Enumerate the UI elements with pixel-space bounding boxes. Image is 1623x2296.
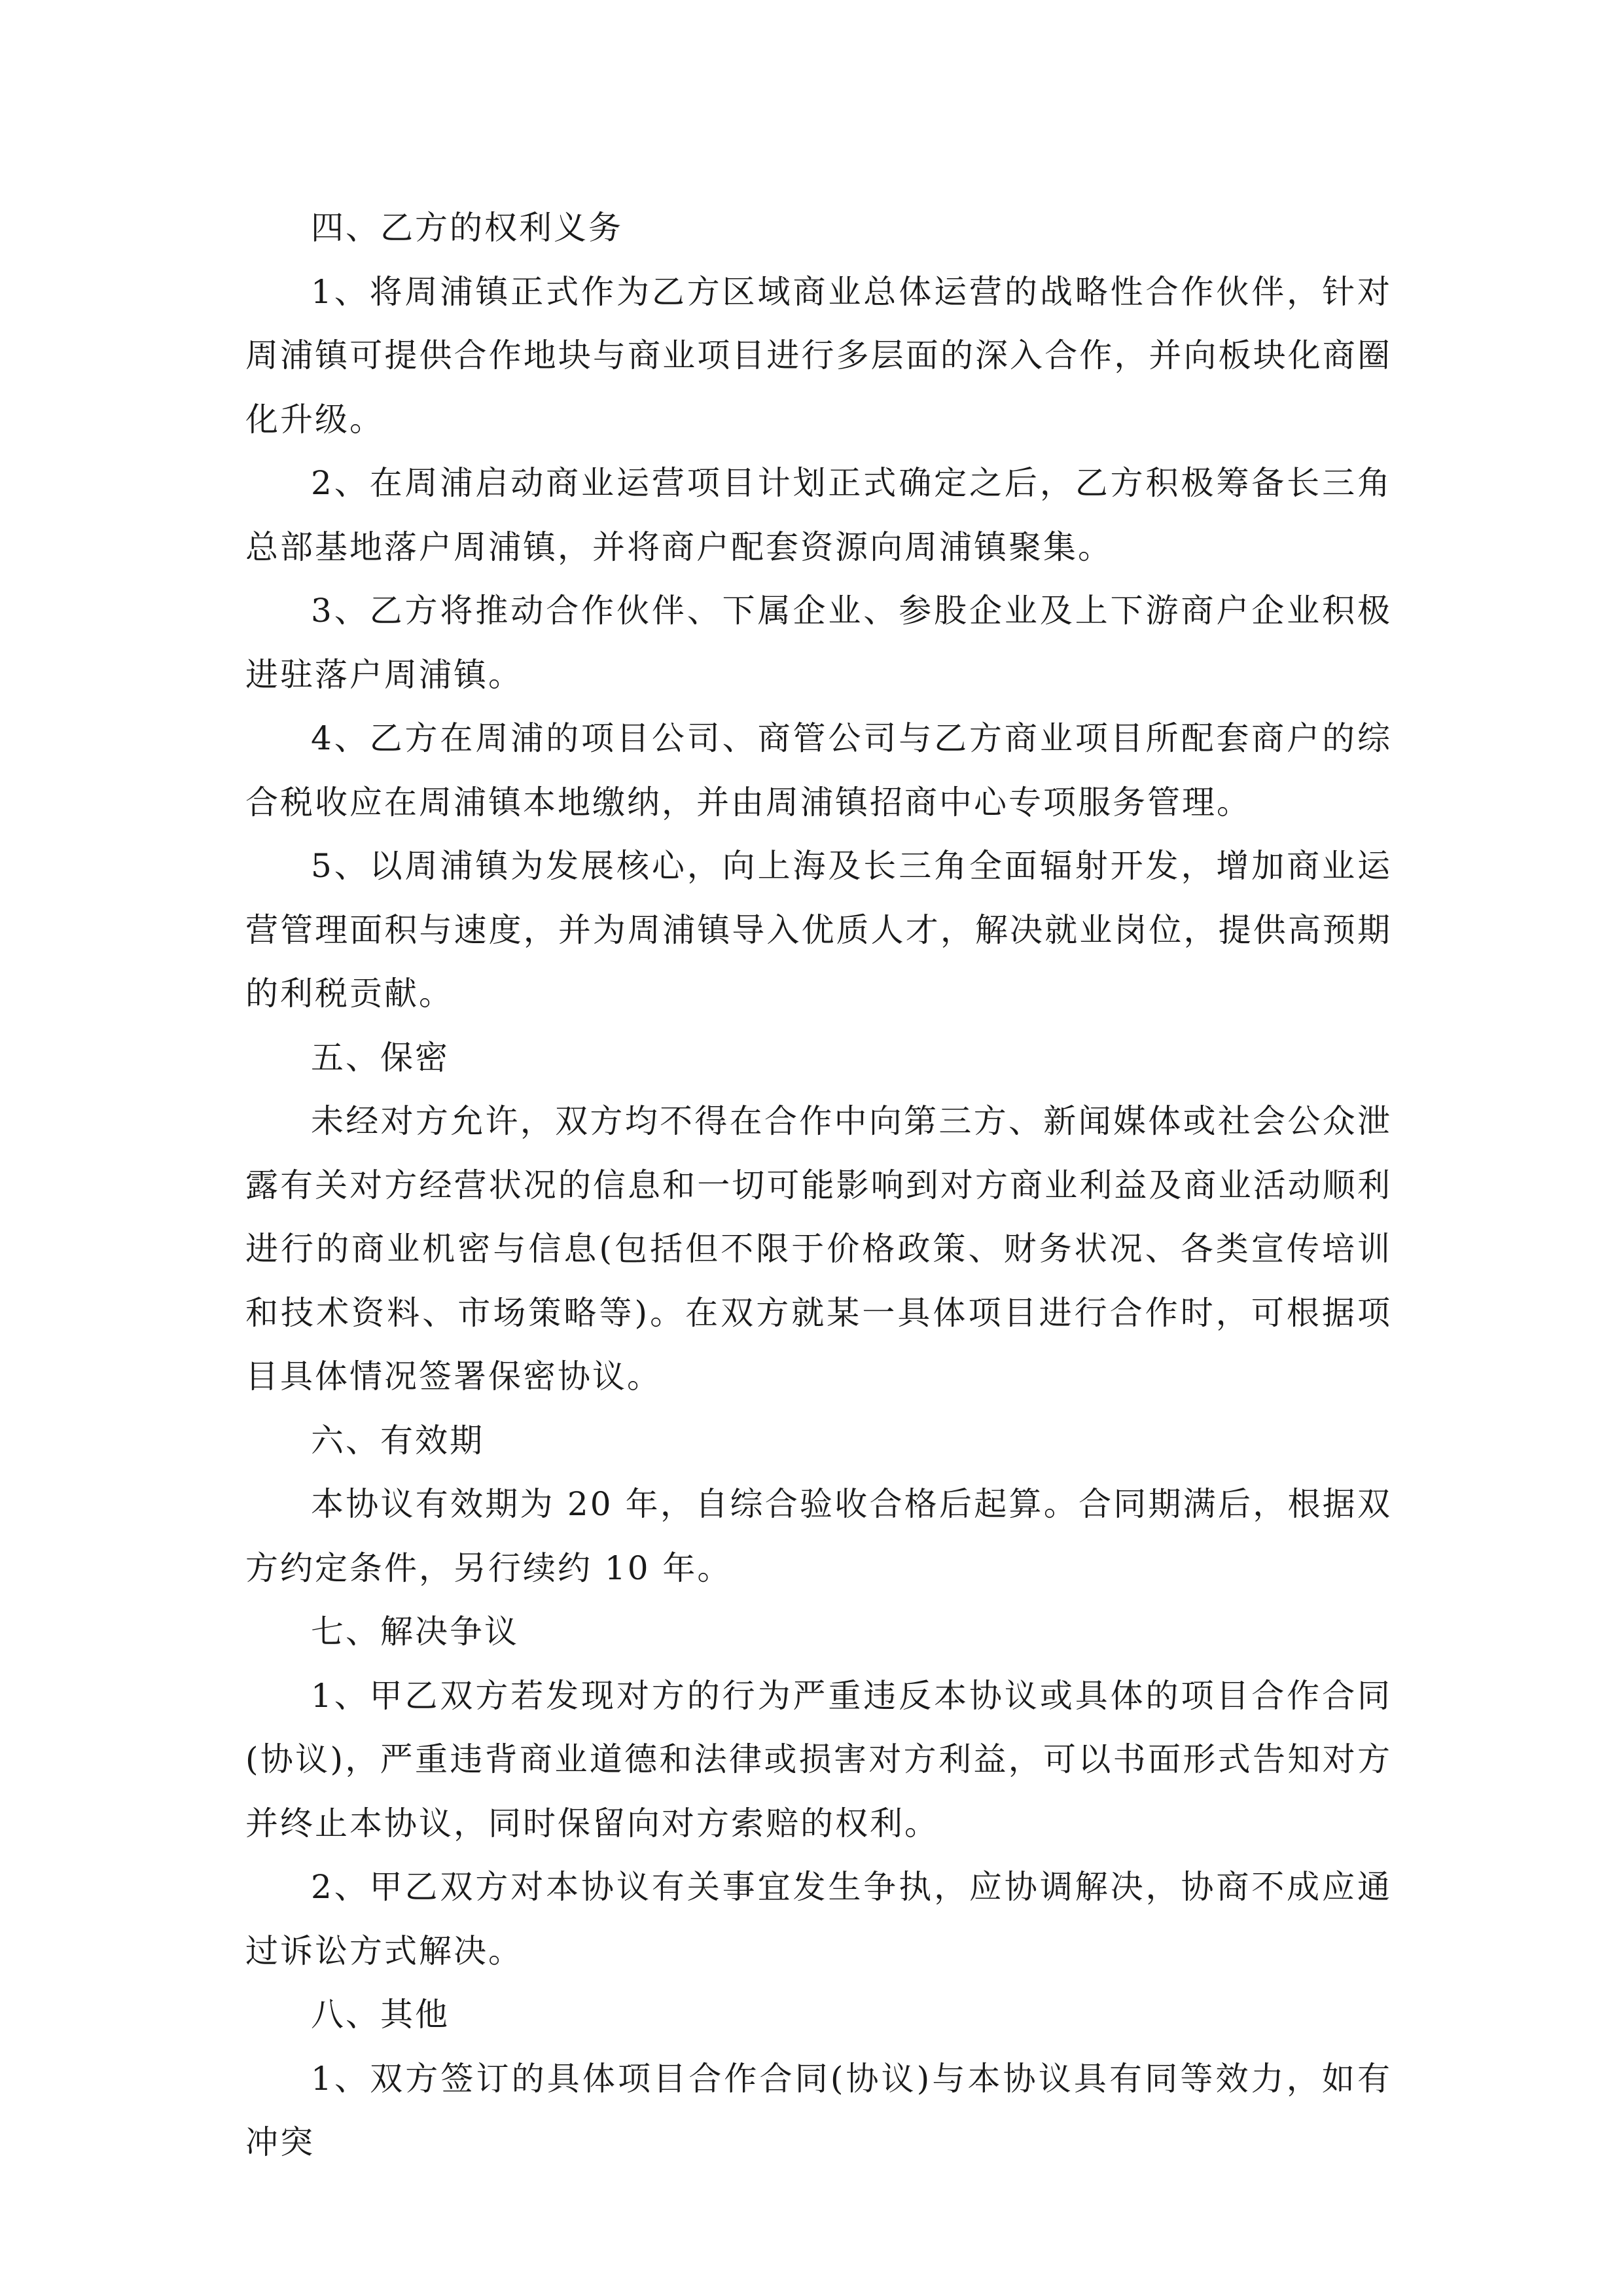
clause-paragraph: 1、双方签订的具体项目合作合同(协议)与本协议具有同等效力，如有冲突: [245, 2059, 1392, 2161]
section-heading-validity: 六、有效期: [311, 1421, 484, 1460]
clause-paragraph: 未经对方允许，双方均不得在合作中向第三方、新闻媒体或社会公众泄露有关对方经营状况的信息和一切可能影响到对方商业利益及商业活动顺利进行的商业机密与信息(包括但不限于价格政策、财务状况、各类宣传培训和技术资料、市场策略等)。在双方就某一具体项目进行合作时，可根据项目具体情况签署保密协议。: [245, 1102, 1392, 1395]
clause-paragraph: 2、在周浦启动商业运营项目计划正式确定之后，乙方积极筹备长三角总部基地落户周浦镇，并将商户配套资源向周浦镇聚集。: [245, 464, 1392, 566]
clause-paragraph: 5、以周浦镇为发展核心，向上海及长三角全面辐射开发，增加商业运营管理面积与速度，并为周浦镇导入优质人才，解决就业岗位，提供高预期的利税贡献。: [245, 847, 1392, 1013]
clause-paragraph: 4、乙方在周浦的项目公司、商管公司与乙方商业项目所配套商户的综合税收应在周浦镇本地缴纳，并由周浦镇招商中心专项服务管理。: [245, 719, 1392, 821]
clause-paragraph: 本协议有效期为 20 年，自综合验收合格后起算。合同期满后，根据双方约定条件，另行续约 10 年。: [245, 1485, 1392, 1587]
section-heading-disputes: 七、解决争议: [311, 1613, 519, 1651]
section-heading-other: 八、其他: [311, 1996, 450, 2034]
clause-paragraph: 1、甲乙双方若发现对方的行为严重违反本协议或具体的项目合作合同(协议)，严重违背商业道德和法律或损害对方利益，可以书面形式告知对方并终止本协议，同时保留向对方索赔的权利。: [245, 1676, 1392, 1842]
section-heading-rights-obligations: 四、乙方的权利义务: [311, 209, 623, 247]
section-heading-confidentiality: 五、保密: [311, 1038, 450, 1077]
clause-paragraph: 1、将周浦镇正式作为乙方区域商业总体运营的战略性合作伙伴，针对周浦镇可提供合作地块与商业项目进行多层面的深入合作，并向板块化商圈化升级。: [245, 272, 1392, 439]
clause-paragraph: 2、甲乙双方对本协议有关事宜发生争执，应协调解决，协商不成应通过诉讼方式解决。: [245, 1868, 1392, 1970]
clause-paragraph: 3、乙方将推动合作伙伴、下属企业、参股企业及上下游商户企业积极进驻落户周浦镇。: [245, 592, 1392, 694]
document-page: [245, 196, 1392, 2175]
